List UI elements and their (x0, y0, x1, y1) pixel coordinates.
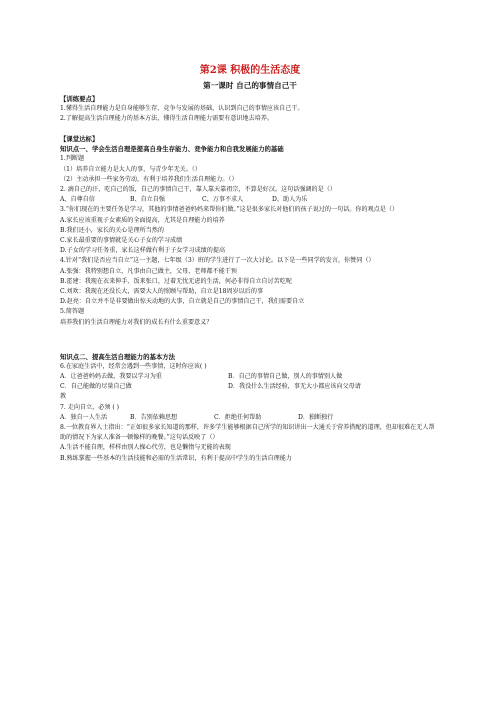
knowledge-point-1: 知识点一、学会生活自理是提高自身生存能力、竞争能力和自我发展能力的基础 (60, 145, 284, 154)
training-heading: 【训练要点】 (60, 95, 99, 103)
training-point: 1.懂得生活自理能力是自身能够生存、竞争与发展的基础，认识到自己的事情应该自己干。 (60, 105, 304, 112)
option: B、自立自强 (130, 196, 165, 204)
option: A．让爸爸妈妈去做，我要以学习为重 (60, 373, 162, 381)
question-1-item: （1）培养自立能力是大人的事，与青少年无关。（） (60, 165, 201, 173)
option: B.熟练掌握一些基本的生活技能和必需的生活常识，有利于提高中学生的生活自理能力 (60, 454, 292, 462)
question-6-options-row2 (60, 382, 440, 392)
option: A．独自一人生活 (60, 413, 108, 421)
option: A.家长应该重视子女素质的全面提高，尤其是自理能力的培养 (60, 216, 225, 224)
question-3-stem: 3.“你们现在的主要任务是学习，其他的事情爸爸妈妈来帮你们做。”这是很多家长对他们的孩子说过的一句话。你的观点是（） (60, 206, 399, 214)
lesson-subtitle: 第一课时 自己的事情自己干 (203, 81, 297, 90)
option: A.生活不能自理，样样由别人操心代劳，也是懒惰与无能的表现 (60, 444, 231, 452)
option: D.赵亮：自立并不是非要做出惊天动地的大事，自立就是自己的事情自己干，我们需要自立 (60, 298, 305, 306)
question-6-options-row1 (60, 372, 440, 382)
question-7-options (60, 413, 440, 423)
option: B.霍建：我现在衣来伸手、饭来张口，过着无忧无虑的生活，何必非得自立自讨苦吃呢 (60, 277, 292, 285)
option: B.我们还小，家长的关心是理所当然的 (60, 226, 164, 234)
option: D．独断独行 (298, 413, 334, 421)
question-4-stem: 4.针对“我们是否应当自立”这一主题，七年级（3）班的学生进行了一次大讨论。以下是一些同学的发言，你赞同（） (60, 257, 375, 265)
knowledge-point-2: 知识点二、提高生活自理能力的基本方法 (60, 352, 176, 361)
option: B．告别依赖思想 (130, 413, 178, 421)
question-6-stem: 6.在家庭生活中，经常会遇到一些事情，这时你应该( ) (60, 362, 207, 370)
option: D.子女的学习任务重，家长这样做有利于子女学习成绩的提高 (60, 247, 226, 255)
training-point: 2.了解提高生活自理能力的基本方法，懂得生活自理能力需要有意识地去培养。 (60, 115, 274, 123)
option: C．自己能做的尽量自己做 (60, 383, 132, 391)
option: C.刘欢：我现在还没长大，需要大人的照顾与帮助，自立是18周岁以后的事 (60, 288, 264, 296)
option: D、助人为乐 (272, 196, 308, 204)
lesson-title: 第2课 积极的生活态度 (199, 65, 301, 76)
question-2-stem: 2. 滴自己的汗，吃自己的饭，自己的事情自己干，靠人靠天靠祖宗，不算是好汉。这句话强调的是（） (60, 186, 336, 194)
classroom-heading: 【课堂达标】 (60, 135, 99, 144)
question-8-stem: 8.一位教育界人士指出：“正如很多家长知道的那样，许多学生能够根据自己所学的知识讲出一大通关于营养搭配的道理，但却很难在无人帮助的情况下为家人准备一顿像样的晚餐。”这句话反映了（） (60, 424, 435, 442)
option: A.张强：我特别想自立，凡事由自己做主，父母、老师都不能干预 (60, 267, 237, 275)
question-6-tail: 教 (60, 393, 67, 401)
question-1-stem: 1.判断题 (60, 155, 85, 163)
question-5-text: 培养我们的生活自理能力对我们的成长有什么重要意义？ (60, 318, 213, 326)
option: C.家长最重要的事情就是关心子女的学习成绩 (60, 237, 183, 245)
question-1-item: （2）主动承担一些家务劳动，有利于培养我们生活自理能力。（） (60, 175, 238, 183)
option: C．拒绝任何帮助 (214, 413, 262, 421)
option: C、万事不求人 (202, 196, 244, 204)
question-2-options (60, 195, 440, 205)
option: D．我没什么生活经验，事无大小都应该向父母请 (228, 383, 361, 391)
question-5-stem: 5.简答题 (60, 308, 85, 316)
question-7-stem: 7. 走向自立，必须 ( ) (60, 403, 120, 411)
option: A、自尊自信 (60, 196, 95, 204)
worksheet-page (60, 64, 440, 464)
option: B．自己的事情自己做，别人的事情别人做 (228, 373, 343, 381)
